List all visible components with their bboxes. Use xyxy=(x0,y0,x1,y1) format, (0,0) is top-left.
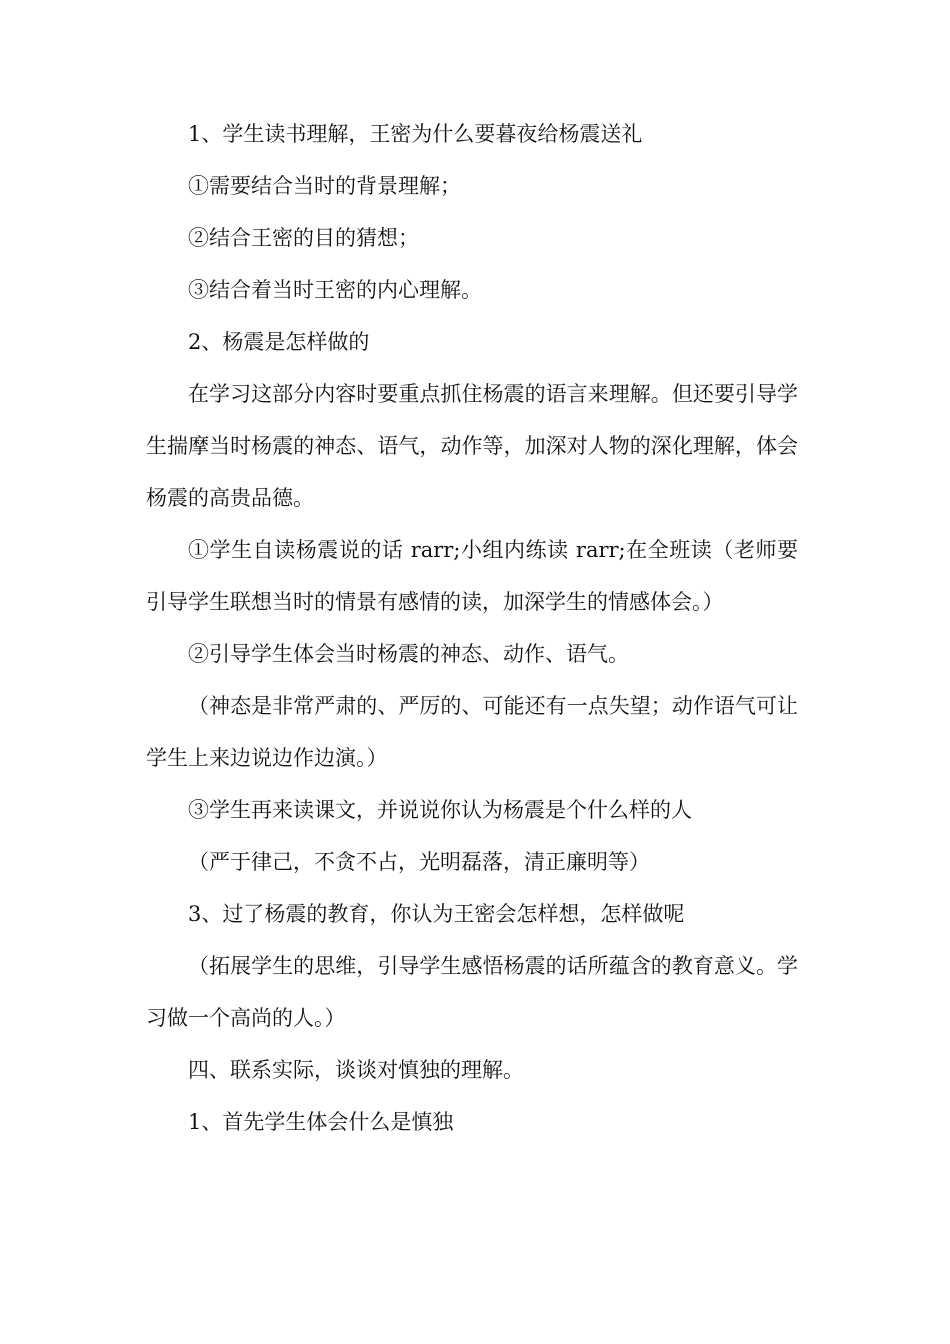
paragraph-point-2: ②结合王密的目的猜想； xyxy=(188,226,419,250)
paragraph-guidance: 在学习这部分内容时要重点抓住杨震的语言来理解。但还要引导学生揣摩当时杨震的神态、语气，动作等，加深对人物的深化理解，体会杨震的高贵品德。 xyxy=(146,382,798,510)
paragraph-character-note: （严于律己，不贪不占，光明磊落，清正廉明等） xyxy=(188,850,650,874)
paragraph-reading-step: ①学生自读杨震说的话 rarr;小组内练读 rarr;在全班读（老师要引导学生联想当时的情景有感情的读，加深学生的情感体会。） xyxy=(146,538,798,614)
paragraph-expression-note: （神态是非常严肃的、严厉的、可能还有一点失望；动作语气可让学生上来边说边作边演。） xyxy=(146,694,798,770)
paragraph-expression-step: ②引导学生体会当时杨震的神态、动作、语气。 xyxy=(188,642,629,666)
document-page xyxy=(146,108,798,1148)
paragraph-section4-item-1: 1、首先学生体会什么是慎独 xyxy=(188,1110,454,1134)
paragraph-point-3: ③结合着当时王密的内心理解。 xyxy=(188,278,482,302)
paragraph-question-3: 3、过了杨震的教育，你认为王密会怎样想，怎样做呢 xyxy=(188,902,685,926)
paragraph-question-2: 2、杨震是怎样做的 xyxy=(188,330,370,354)
section-heading-4: 四、联系实际，谈谈对慎独的理解。 xyxy=(188,1058,524,1082)
paragraph-point-1: ①需要结合当时的背景理解； xyxy=(188,174,461,198)
paragraph-question-1: 1、学生读书理解，王密为什么要暮夜给杨震送礼 xyxy=(188,122,643,146)
paragraph-extension-note: （拓展学生的思维，引导学生感悟杨震的话所蕴含的教育意义。学习做一个高尚的人。） xyxy=(146,954,798,1030)
paragraph-reread-step: ③学生再来读课文，并说说你认为杨震是个什么样的人 xyxy=(188,798,692,822)
